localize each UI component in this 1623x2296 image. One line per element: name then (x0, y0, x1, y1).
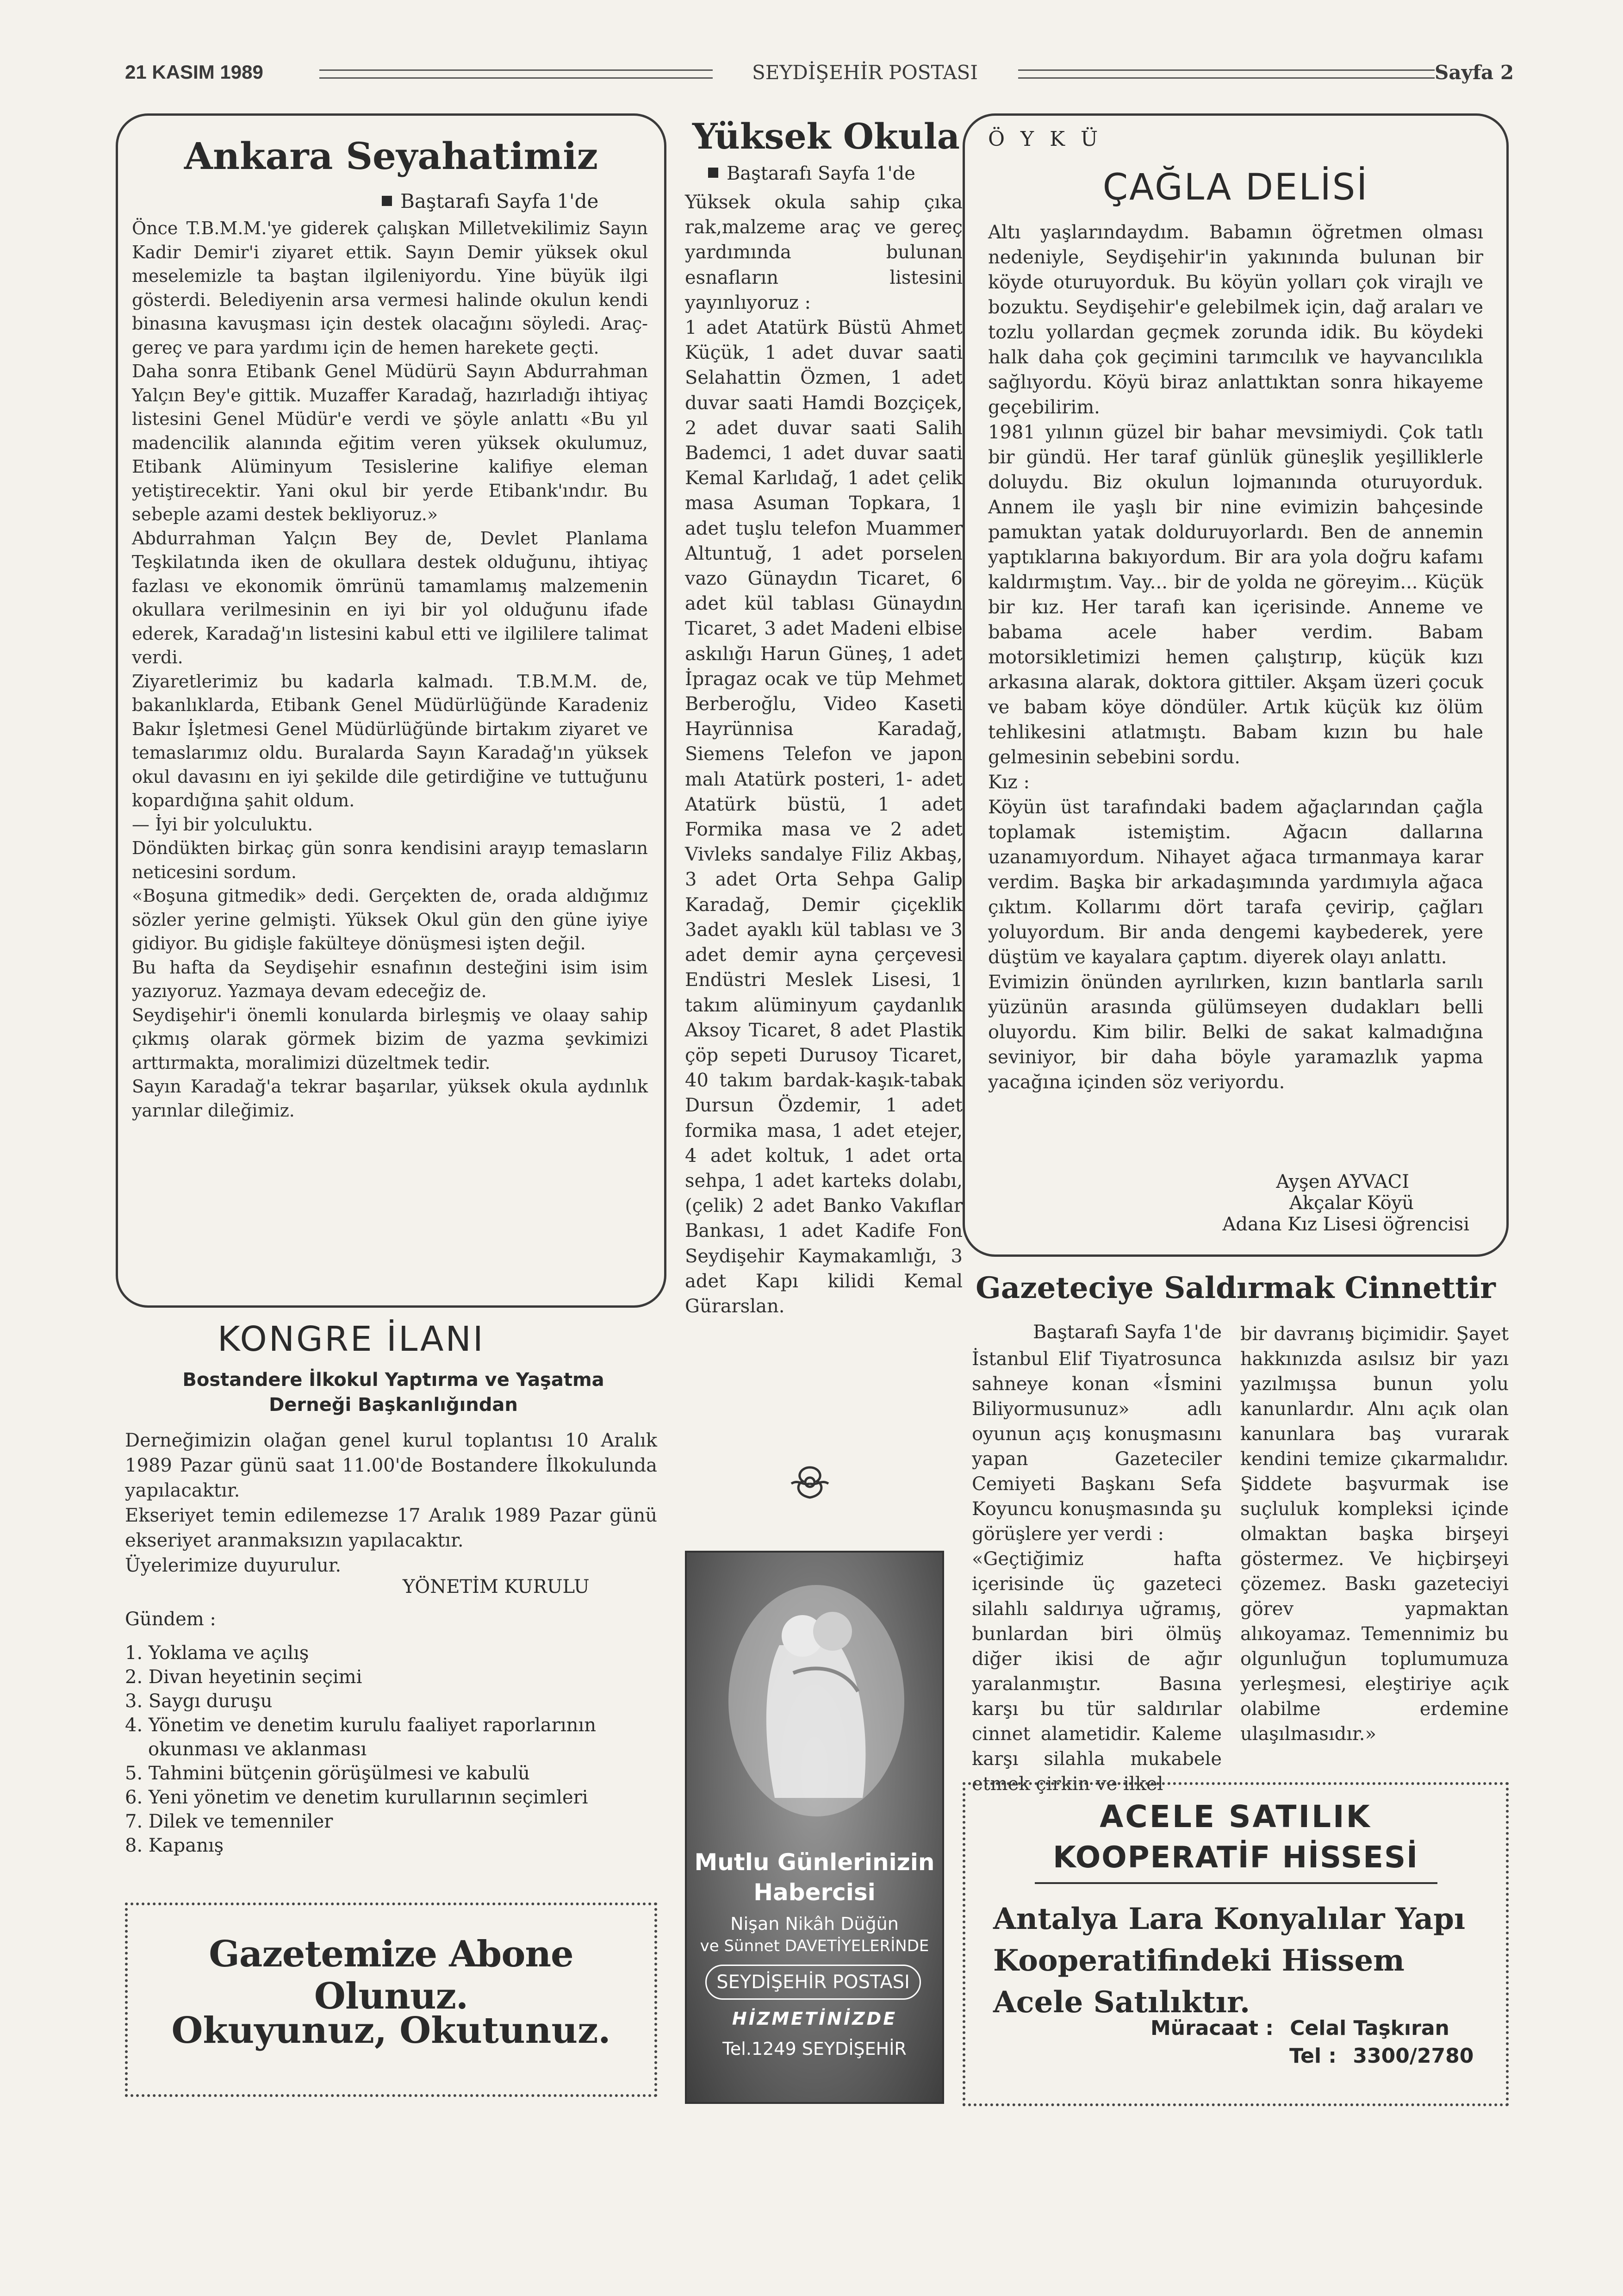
sale-title-2: KOOPERATİF HİSSESİ (1053, 1841, 1418, 1875)
agenda-item: 8. Kapanış (125, 1835, 224, 1856)
ad-line-2: Habercisi (753, 1879, 876, 1906)
ad-line-3: Nişan Nikâh Düğün (730, 1914, 899, 1934)
sale-divider (1035, 1882, 1437, 1884)
agenda-item: 1. Yoklama ve açılış (125, 1642, 309, 1664)
agenda-item: 7. Dilek ve temenniler (125, 1811, 333, 1832)
story-label: Ö Y K Ü (988, 127, 1103, 151)
gazeteciye-col-2: bir davranış biçimidir. Şayet hakkınızda asılsız bir yazı yazılmışsa bunun yolu kanunlardır. Alnı açık olan kanunlara baş vurarak kendini temize çıkarmalıdır. Şiddete başvurmak ise suçluluk kompleksi içinde olmaktan başka birşeyi göstermez. Ve hiçbirşeyi çözemez. Baskı gazeteciyi görev yapmaktan alıkoyamaz. Temennimiz bu olgunluğun toplumumuza yerleşmesi, eleştiriye açık olabilme erdemine ulaşılmasıdır.» (1240, 1323, 1509, 1745)
ad-brand: SEYDİŞEHİR POSTASI (705, 1965, 921, 2000)
agenda-item: 3. Saygı duruşu (125, 1691, 273, 1712)
story-author-block (965, 1171, 1469, 1235)
ornament-icon (782, 1463, 838, 1504)
yuksek-continued: Baştarafı Sayfa 1'de (708, 163, 915, 184)
ad-line-4: ve Sünnet DAVETİYELERİNDE (700, 1937, 929, 1955)
agenda-item: 2. Divan heyetinin seçimi (125, 1666, 362, 1688)
ankara-body: Önce T.B.M.M.'ye giderek çalışkan Milletvekilimiz Sayın Kadir Demir'i ziyaret ettik. Sayın Demir yüksek okul meselemizle ta baştan ilgileniyordu. Yine büyük ilgi gösterdi. Belediyenin arsa vermesi halinde okulun kendi binasına kavuşması için destek olacağını söyledi. Araç-gereç ve para yardımı için de hemen harekete geçti. Daha sonra Etibank Genel Müdürü Sayın Abdurrahman Yalçın Bey'e gittik. Muzaffer Karadağ, hazırladığı ihtiyaç listesini Genel Müdür'e verdi ve şöyle anlattı «Bu yıl madencilik alanında eğitim veren yüksek okulumuz, Etibank Alüminyum Tesislerine kalifiye eleman yetiştirecektir. Yani okul bir yerde Etibank'ındır. Bu sebeple azami destek bekliyoruz.» Abdurrahman Yalçın Bey de, Devlet Planlama Teşkilatında iken de okullara destek olduğunu, ihtiyaç fazlası ve ekonomik ömrünü tamamlamış malzemenin okullara verilmesinin en iyi bir yol olduğunu ifade ederek, Karadağ'ın listesini kabul etti ve ilgililere talimat verdi. Ziyaretlerimiz bu kadarla kalmadı. T.B.M.M. de, bakanlıklarda, Etibank Genel Müdürlüğünde Karadeniz Bakır İşletmesi Genel Müdürlüğünde birtakım ziyaret ve temaslarımız oldu. Buralarda Sayın Karadağ'ın yüksek okul davasını en iyi şekilde dile getirdiğine ve tuttuğunu kopardığına şahit oldum. — İyi bir yolculuktu. Döndükten birkaç gün sonra kendisini arayıp temasların neticesini sordum. «Boşuna gitmedik» dedi. Gerçekten de, orada aldığımız sözler yerine gelmişti. Yüksek Okul gün den güne iyiye gidiyor. Bu gidişle fakülteye dönüşmesi işten değil. Bu hafta da Seydişehir esnafının desteğini isim isim yazıyoruz. Yazmaya devam edeceğiz de. Seydişehir'i önemli konularda birleşmiş ve olaay sahip çıkmış olarak görmek bizim de yazma şevkimizi arttırmakta, moralimizi düzeltmek tedir. Sayın Karadağ'a tekrar başarılar, yüksek okula aydınlık yarınlar dileğimiz. (132, 218, 648, 1121)
ad-phone: Tel.1249 SEYDİŞEHİR (722, 2039, 907, 2059)
yuksek-body: Yüksek okula sahip çıka rak,malzeme araç ve gereç yardımında bulunan esnafların listesini yayınlıyoruz : 1 adet Atatürk Büstü Ahmet Küçük, 1 adet duvar saati Selahattin Özmen, 1 adet duvar saati Hamdi Bozçiçek, 2 adet duvar saati Salih Bademci, 1 adet duvar saati Kemal Karlıdağ, 1 adet çelik masa Asuman Topkara, 1 adet tuşlu telefon Muammer Altuntuğ, 1 adet porselen vazo Günaydın Ticaret, 6 adet kül tablası Günaydın Ticaret, 3 adet Madeni elbise askılığı Harun Güneş, 1 adet İpragaz ocak ve tüp Mehmet Berberoğlu, Video Kaseti Hayrünnisa Karadağ, Siemens Telefon ve japon malı Atatürk posteri, 1- adet Atatürk büstü, 1 adet Formika masa ve 2 adet Vivleks sandalye Filiz Akbaş, 3 adet Orta Sehpa Galip Karadağ, Demir çiçeklik 3adet ayaklı kül tablası ve 3 adet demir ayna çerçevesi Endüstri Meslek Lisesi, 1 takım alüminyum çaydanlık Aksoy Ticaret, 8 adet Plastik çöp sepeti Durusoy Ticaret, 40 takım bardak-kaşık-tabak Dursun Özdemir, 1 adet formika masa, 1 adet etejer, 4 adet koltuk, 1 adet orta sehpa, 1 adet karteks dolabı, (çelik) 2 adet Banko Vakıflar Bankası, 1 adet Kadife Fon Seydişehir Kaymakamlığı, 3 adet Kapı kilidi Kemal Gürarslan. (685, 192, 963, 1317)
sale-tel-label: Tel : (1289, 2044, 1337, 2068)
header-rule-left (319, 69, 713, 79)
ankara-title: Ankara Seyahatimiz (184, 134, 598, 178)
subscription-box (125, 1903, 657, 2097)
ad-line-5: HİZMETİNİZDE (732, 2009, 897, 2029)
agenda-label: Gündem : (125, 1609, 216, 1630)
subscribe-line-1: Gazetemize Abone Olunuz. (209, 1933, 573, 2017)
story-author-village: Akçalar Köyü (1289, 1192, 1414, 1214)
agenda-item: 5. Tahmini bütçenin görüşülmesi ve kabulü (125, 1763, 530, 1784)
sale-contact (1150, 2016, 1449, 2040)
yuksek-title: Yüksek Okula (692, 116, 960, 157)
gazeteciye-title: Gazeteciye Saldırmak Cinnettir (976, 1271, 1496, 1305)
page-number: Sayfa 2 (1435, 61, 1514, 84)
story-author-school: Adana Kız Lisesi öğrencisi (1222, 1214, 1469, 1235)
invitation-ad (685, 1551, 944, 2104)
sale-contact-name: Celal Taşkıran (1290, 2016, 1449, 2040)
agenda-item: 4. Yönetim ve denetim kurulu faaliyet raporlarının okunması ve aklanması (125, 1715, 596, 1760)
kongre-subtitle-2: Derneği Başkanlığından (269, 1394, 518, 1416)
story-body: Altı yaşlarındaydım. Babamın öğretmen olması nedeniyle, Seydişehir'in yakınında bulunan bir köyde oturuyorduk. Bu köyün yolları çok virajlı ve bozuktu. Seydişehir'e gelebilmek için, dağ araları ve tozlu yollardan geçmek zorunda idik. Bu köydeki halk daha çok geçimini tarımcılık ve hayvancılıkla sağlıyordu. Köyü biraz anlattıktan sonra hikayeme geçebilirim. 1981 yılının güzel bir bahar mevsimiydi. Çok tatlı bir gündü. Her taraf günlük güneşlik yeşilliklerle doluydu. Biz okulun lojmanında oturuyorduk. Annem ile yaşlı bir nine evimizin bahçesinde pamuktan yatak dolduruyorlardı. Ben de annemin yaptıklarına bakıyordum. Bir ara yola doğru kafamı kaldırmıştım. Vay... bir de yolda ne göreyim... Küçük bir kız. Her tarafı kan içerisinde. Anneme ve babama acele haber verdim. Babam motorsikletimizi hemen çalıştırıp, küçük kızı arkasına alarak, doktora gittiler. Akşam üzeri çocuk ve babam köye döndüler. Artık küçük kız ölüm tehlikesini atlatmıştı. Babam kızın bu hale gelmesinin sebebini sordu. Kız : Köyün üst tarafındaki badem ağaçlarından çağla toplamak istemiştim. Ağacın dallarına uzanamıyordum. Nihayet ağaca tırmanmaya karar verdim. Başka bir arkadaşımında yardımıyla ağaca çıktım. Kollarımı dört tarafa çevirip, çağları yoluyordum. Bir anda dengemi kaybederek, yere düştüm ve kayalara çaptım. diyerek olayı anlattı. Evimizin önünden ayrılırken, kızın bantlarla sarılı yüzünün arasında gülümseyen dudakları belli oluyordu. Kim bilir. Belki de sakat kalmadığına seviniyor, bir daha böyle yaramazlık yapma yacağına içinden söz veriyordu. (988, 222, 1483, 1093)
sale-tel-number: 3300/2780 (1353, 2044, 1474, 2068)
ankara-article-box (116, 113, 666, 1308)
couple-illustration-icon (724, 1580, 909, 1821)
sale-ad-box (963, 1782, 1509, 2106)
ad-line-1: Mutlu Günlerinizin (694, 1849, 935, 1876)
sale-tel (1289, 2044, 1474, 2068)
kongre-body: Derneğimizin olağan genel kurul toplantısı 10 Aralık 1989 Pazar günü saat 11.00'de Bostandere İlkokulunda yapılacaktır. Ekseriyet temin edilemezse 17 Aralık 1989 Pazar günü ekseriyet aranmaksızın yapılacaktır. Üyelerimize duyurulur. (125, 1430, 657, 1576)
story-box (963, 113, 1509, 1257)
story-title: ÇAĞLA DELİSİ (1102, 167, 1369, 208)
kongre-signature: YÖNETİM KURULU (403, 1576, 590, 1597)
newspaper-name: SEYDİŞEHİR POSTASI (752, 61, 978, 84)
header-rule-right (1018, 69, 1435, 79)
sale-contact-label: Müracaat : (1150, 2016, 1274, 2040)
subscribe-line-2: Okuyunuz, Okutunuz. (171, 2009, 611, 2052)
gazeteciye-continued: Baştarafı Sayfa 1'de (1033, 1322, 1222, 1343)
sale-body: Antalya Lara Konyalılar Yapı Kooperatifindeki Hissem Acele Satılıktır. (993, 1902, 1466, 2020)
agenda-item: 6. Yeni yönetim ve denetim kurullarının seçimleri (125, 1787, 588, 1808)
issue-date: 21 KASIM 1989 (125, 61, 263, 83)
kongre-title: KONGRE İLANI (218, 1319, 485, 1359)
ankara-continued: Baştarafı Sayfa 1'de (382, 190, 598, 212)
agenda-list (125, 1641, 657, 1858)
story-author: Ayşen AYVACI (1276, 1171, 1409, 1192)
kongre-subtitle-1: Bostandere İlkokul Yaptırma ve Yaşatma (182, 1369, 604, 1391)
sale-title-1: ACELE SATILIK (1100, 1799, 1372, 1834)
gazeteciye-col-1: İstanbul Elif Tiyatrosunca sahneye konan «İsmini Biliyormusunuz» adlı oyunun açış konuşmasını yapan Gazeteciler Cemiyeti Başkanı Sefa Koyuncu konuşmasında şu görüşlere yer verdi : «Geçtiğimiz hafta içerisinde üç gazeteci silahlı saldırıya uğramış, bunlardan biri ölmüş diğer ikisi de ağır yaralanmıştır. Basına karşı bu tür saldırılar cinnet alametidir. Kaleme karşı silahla mukabele etmek çirkin ve ilkel (972, 1348, 1222, 1795)
